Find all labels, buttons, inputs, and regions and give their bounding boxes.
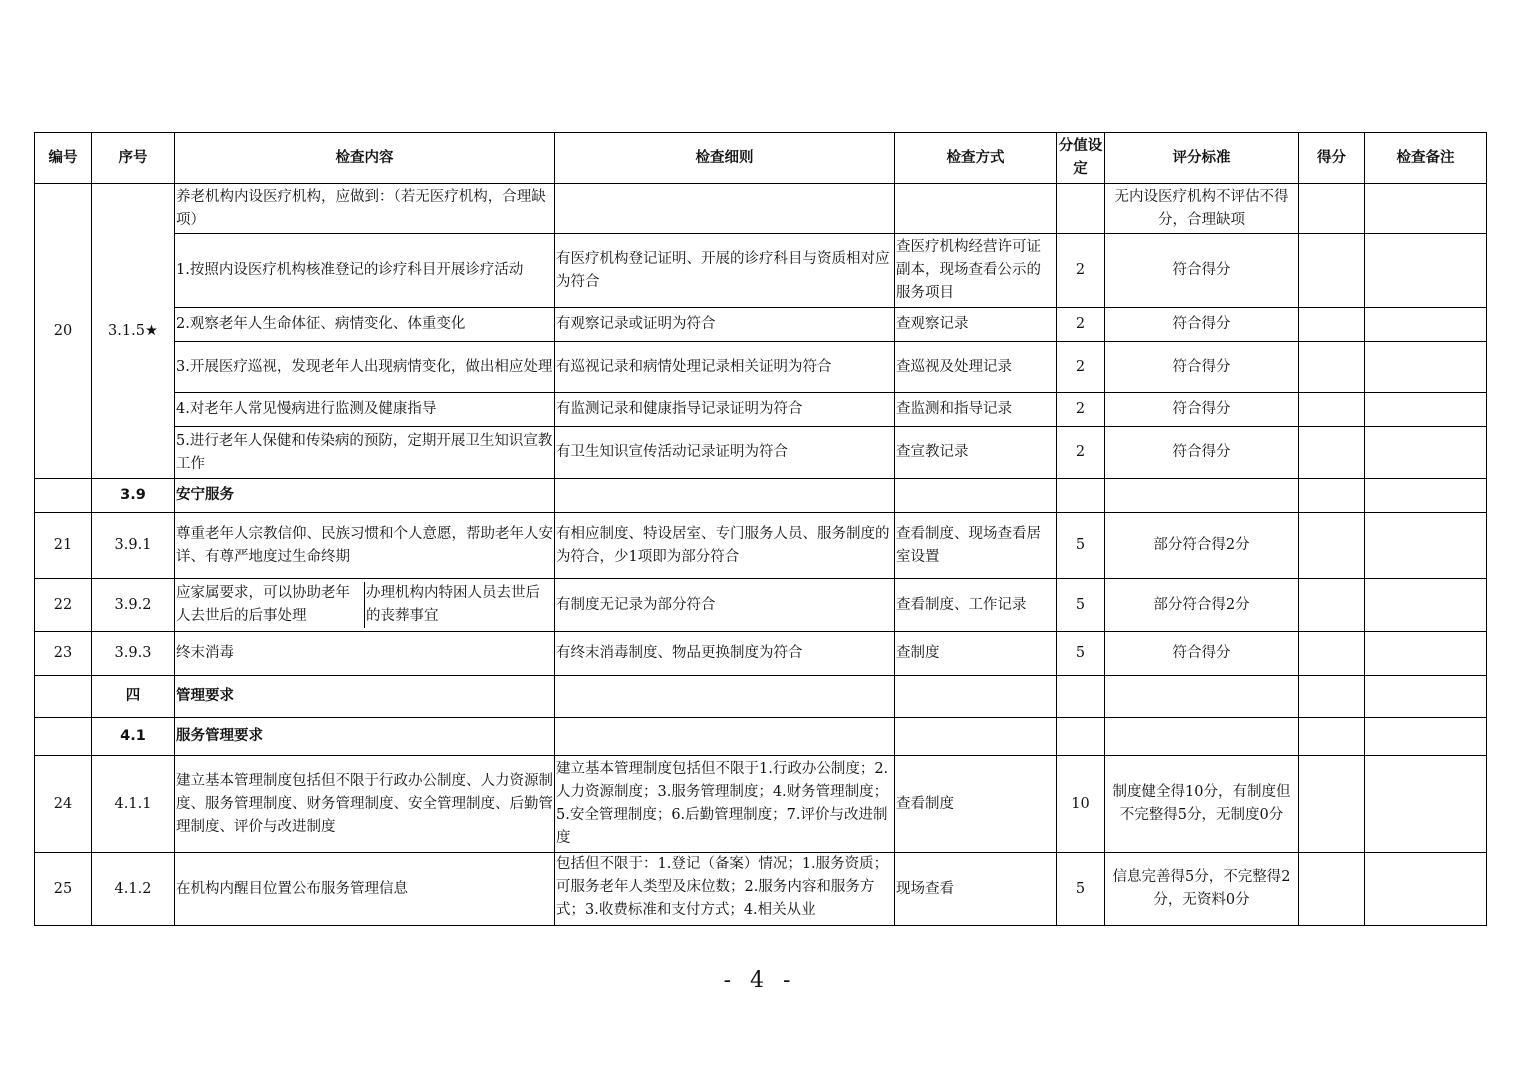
cell-criteria: 无内设医疗机构不评估不得分，合理缺项	[1105, 184, 1299, 234]
cell-score-set	[1057, 184, 1105, 234]
cell-score[interactable]	[1299, 427, 1365, 479]
section-seq: 四	[92, 676, 175, 718]
cell-detail: 建立基本管理制度包括但不限于1.行政办公制度；2.人力资源制度；3.服务管理制度；4.财务管理制度；5.安全管理制度；6.后勤管理制度；7.评价与改进制度	[555, 756, 895, 853]
cell-detail	[555, 184, 895, 234]
cell-remark[interactable]	[1365, 853, 1487, 926]
cell-method: 查看制度	[895, 756, 1057, 853]
cell-score-set: 5	[1057, 513, 1105, 579]
cell-remark[interactable]	[1365, 513, 1487, 579]
cell-remark[interactable]	[1365, 393, 1487, 427]
page-number: - 4 -	[723, 968, 797, 993]
cell-remark[interactable]	[1365, 308, 1487, 342]
cell-method: 查监测和指导记录	[895, 393, 1057, 427]
section-seq: 4.1	[92, 718, 175, 756]
section-title: 安宁服务	[175, 479, 555, 513]
cell-criteria: 符合得分	[1105, 393, 1299, 427]
cell-score-set: 2	[1057, 308, 1105, 342]
cell-score-set: 2	[1057, 342, 1105, 393]
cell-score-set: 5	[1057, 579, 1105, 632]
table-row	[35, 308, 1487, 342]
header-row	[35, 133, 1487, 184]
cell-code: 21	[35, 513, 92, 579]
cell-seq: 3.1.5★	[92, 184, 175, 479]
table-row	[35, 853, 1487, 926]
cell-seq: 4.1.2	[92, 853, 175, 926]
cell-score[interactable]	[1299, 342, 1365, 393]
cell-score[interactable]	[1299, 632, 1365, 676]
cell-score-set: 2	[1057, 234, 1105, 308]
cell-remark[interactable]	[1365, 632, 1487, 676]
cell-criteria: 符合得分	[1105, 308, 1299, 342]
cell-content: 2.观察老年人生命体征、病情变化、体重变化	[175, 308, 555, 342]
header-method: 检查方式	[895, 133, 1057, 184]
cell-method: 查巡视及处理记录	[895, 342, 1057, 393]
cell-score[interactable]	[1299, 184, 1365, 234]
cell-method: 现场查看	[895, 853, 1057, 926]
cell-content: 尊重老年人宗教信仰、民族习惯和个人意愿，帮助老年人安详、有尊严地度过生命终期	[175, 513, 555, 579]
header-content: 检查内容	[175, 133, 555, 184]
table-row	[35, 234, 1487, 308]
cell-content: 在机构内醒目位置公布服务管理信息	[175, 853, 555, 926]
inspection-table	[34, 132, 1487, 926]
cell-criteria: 符合得分	[1105, 632, 1299, 676]
section-title: 管理要求	[175, 676, 555, 718]
cell-detail: 有巡视记录和病情处理记录相关证明为符合	[555, 342, 895, 393]
cell-seq: 3.9.3	[92, 632, 175, 676]
cell-method: 查看制度、工作记录	[895, 579, 1057, 632]
table-row	[35, 756, 1487, 853]
content-part-b: 办理机构内特困人员去世后的丧葬事宜	[364, 582, 554, 628]
cell-score-set: 10	[1057, 756, 1105, 853]
section-seq: 3.9	[92, 479, 175, 513]
section-row	[35, 718, 1487, 756]
cell-detail: 有制度无记录为部分符合	[555, 579, 895, 632]
cell-code: 25	[35, 853, 92, 926]
cell-remark[interactable]	[1365, 756, 1487, 853]
section-row	[35, 676, 1487, 718]
cell-detail: 有相应制度、特设居室、专门服务人员、服务制度的为符合，少1项即为部分符合	[555, 513, 895, 579]
cell-criteria: 符合得分	[1105, 427, 1299, 479]
cell-remark[interactable]	[1365, 579, 1487, 632]
cell-method: 查医疗机构经营许可证副本，现场查看公示的服务项目	[895, 234, 1057, 308]
cell-detail: 有卫生知识宣传活动记录证明为符合	[555, 427, 895, 479]
table-row	[35, 393, 1487, 427]
cell-code: 24	[35, 756, 92, 853]
table-row	[35, 513, 1487, 579]
cell-remark[interactable]	[1365, 184, 1487, 234]
cell-score[interactable]	[1299, 579, 1365, 632]
cell-score[interactable]	[1299, 756, 1365, 853]
cell-detail: 有医疗机构登记证明、开展的诊疗科目与资质相对应为符合	[555, 234, 895, 308]
cell-seq: 3.9.2	[92, 579, 175, 632]
header-score-set: 分值设定	[1057, 133, 1105, 184]
header-remark: 检查备注	[1365, 133, 1487, 184]
cell-content: 5.进行老年人保健和传染病的预防，定期开展卫生知识宣教工作	[175, 427, 555, 479]
cell-criteria: 符合得分	[1105, 234, 1299, 308]
cell-method: 查观察记录	[895, 308, 1057, 342]
cell-method: 查宣教记录	[895, 427, 1057, 479]
cell-detail: 有终末消毒制度、物品更换制度为符合	[555, 632, 895, 676]
cell-criteria: 部分符合得2分	[1105, 579, 1299, 632]
cell-seq: 3.9.1	[92, 513, 175, 579]
header-code: 编号	[35, 133, 92, 184]
cell-score-set: 5	[1057, 853, 1105, 926]
cell-score[interactable]	[1299, 513, 1365, 579]
cell-detail: 包括但不限于：1.登记（备案）情况；1.服务资质；可服务老年人类型及床位数；2.服务内容和服务方式；3.收费标准和支付方式；4.相关从业	[555, 853, 895, 926]
cell-remark[interactable]	[1365, 234, 1487, 308]
table-row	[35, 184, 1487, 234]
cell-content: 3.开展医疗巡视，发现老年人出现病情变化，做出相应处理	[175, 342, 555, 393]
header-score: 得分	[1299, 133, 1365, 184]
cell-code: 23	[35, 632, 92, 676]
cell-detail: 有监测记录和健康指导记录证明为符合	[555, 393, 895, 427]
cell-method: 查看制度、现场查看居室设置	[895, 513, 1057, 579]
cell-code: 22	[35, 579, 92, 632]
cell-content: 养老机构内设医疗机构，应做到：（若无医疗机构，合理缺项）	[175, 184, 555, 234]
cell-score-set: 2	[1057, 393, 1105, 427]
table-row	[35, 632, 1487, 676]
cell-method	[895, 184, 1057, 234]
table-row	[35, 427, 1487, 479]
split-content	[175, 582, 554, 628]
header-detail: 检查细则	[555, 133, 895, 184]
cell-score-set: 2	[1057, 427, 1105, 479]
cell-code	[35, 479, 92, 513]
cell-content: 4.对老年人常见慢病进行监测及健康指导	[175, 393, 555, 427]
cell-code: 20	[35, 184, 92, 479]
header-seq: 序号	[92, 133, 175, 184]
cell-score[interactable]	[1299, 853, 1365, 926]
cell-score[interactable]	[1299, 393, 1365, 427]
cell-content: 1.按照内设医疗机构核准登记的诊疗科目开展诊疗活动	[175, 234, 555, 308]
content-part-a: 应家属要求，可以协助老年人去世后的后事处理	[176, 585, 350, 624]
header-criteria: 评分标准	[1105, 133, 1299, 184]
cell-detail: 有观察记录或证明为符合	[555, 308, 895, 342]
cell-score-set: 5	[1057, 632, 1105, 676]
cell-method: 查制度	[895, 632, 1057, 676]
cell-content: 建立基本管理制度包括但不限于行政办公制度、人力资源制度、服务管理制度、财务管理制度、安全管理制度、后勤管理制度、评价与改进制度	[175, 756, 555, 853]
cell-remark[interactable]	[1365, 427, 1487, 479]
cell-criteria: 信息完善得5分，不完整得2分，无资料0分	[1105, 853, 1299, 926]
section-row	[35, 479, 1487, 513]
cell-criteria: 制度健全得10分，有制度但不完整得5分，无制度0分	[1105, 756, 1299, 853]
cell-seq: 4.1.1	[92, 756, 175, 853]
table-row	[35, 342, 1487, 393]
cell-score[interactable]	[1299, 308, 1365, 342]
section-title: 服务管理要求	[175, 718, 555, 756]
cell-criteria: 符合得分	[1105, 342, 1299, 393]
cell-remark[interactable]	[1365, 342, 1487, 393]
cell-content: 终末消毒	[175, 632, 555, 676]
cell-content	[175, 579, 555, 632]
cell-score[interactable]	[1299, 234, 1365, 308]
table-row	[35, 579, 1487, 632]
cell-criteria: 部分符合得2分	[1105, 513, 1299, 579]
